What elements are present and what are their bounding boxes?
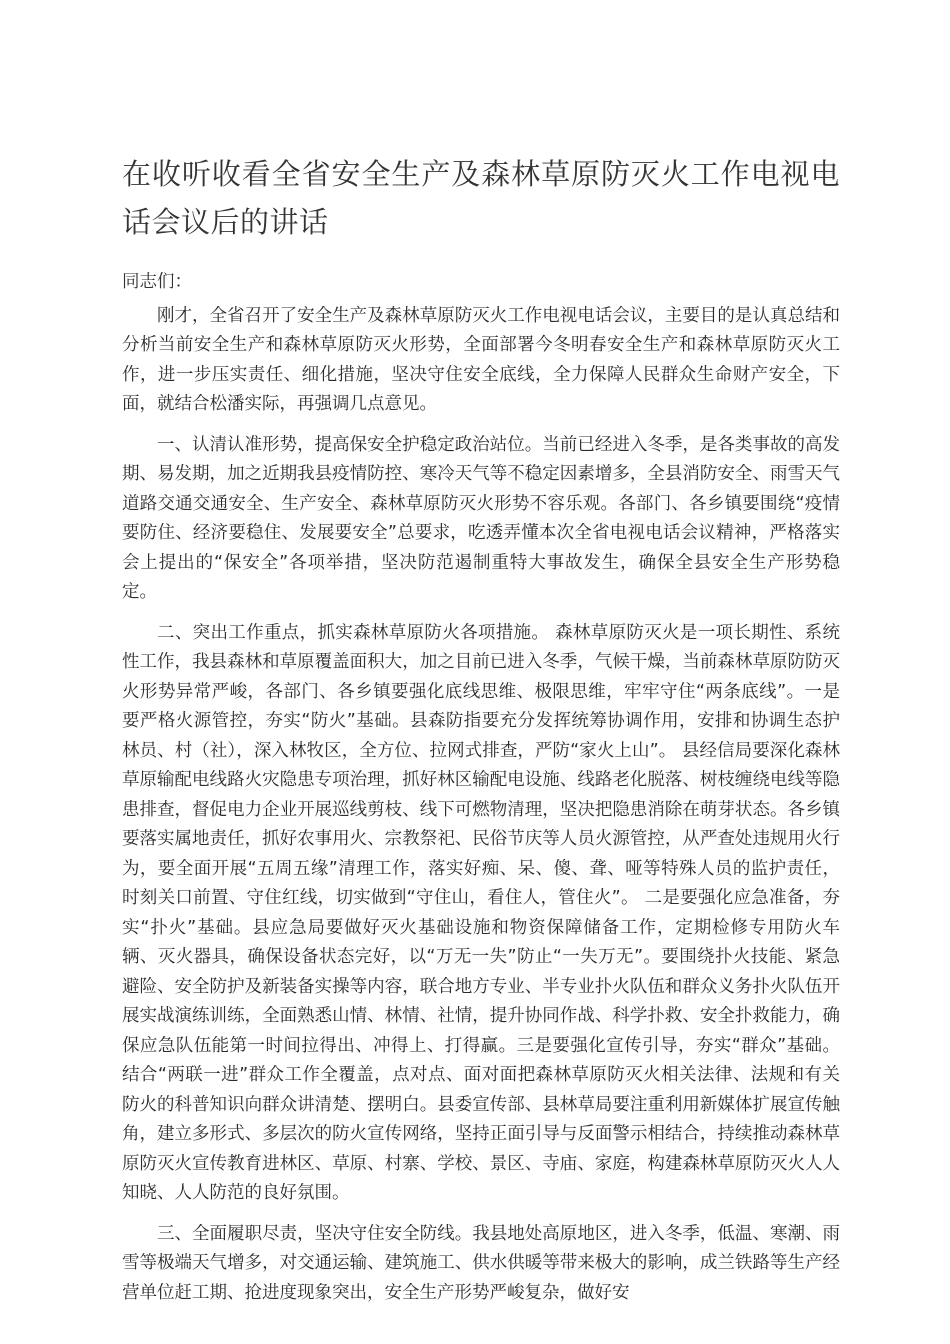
- paragraph-section-2: 二、突出工作重点，抓实森林草原防火各项措施。 森林草原防灭火是一项长期性、系统性工作，我县森林和草原覆盖面积大，加之目前已进入冬季，气候干燥，当前森林草原防防灭火形势异常严峻，各部门、各乡镇要强化底线思维、极限思维，牢牢守住“两条底线”。一是要严格火源管控，夯实“防火”基础。县森防指要充分发挥统筹协调作用，安排和协调生态护林员、村（社），深入林牧区，全方位、拉网式排查，严防“家火上山”。 县经信局要深化森林草原输配电线路火灾隐患专项治理，抓好林区输配电设施、线路老化脱落、树枝缠绕电线等隐患排查，督促电力企业开展巡线剪枝、线下可燃物清理，坚决把隐患消除在萌芽状态。各乡镇要落实属地责任，抓好农事用火、宗教祭祀、民俗节庆等人员火源管控，从严查处违规用火行为，要全面开展“五周五缘”清理工作，落实好痴、呆、傻、聋、哑等特殊人员的监护责任，时刻关口前置、守住红线，切实做到“守住山，看住人，管住火”。 二是要强化应急准备，夯实“扑火”基础。县应急局要做好灭火基础设施和物资保障储备工作，定期检修专用防火车辆、灭火器具，确保设备状态完好，以“万无一失”防止“一失万无”。要围绕扑火技能、紧急避险、安全防护及新装备实操等内容，联合地方专业、半专业扑火队伍和群众义务扑火队伍开展实战演练训练，全面熟悉山情、林情、社情，提升协同作战、科学扑救、安全扑救能力，确保应急队伍能第一时间拉得出、冲得上、打得赢。三是要强化宣传引导，夯实“群众”基础。结合“两联一进”群众工作全覆盖，点对点、面对面把森林草原防灭火相关法律、法规和有关防火的科普知识向群众讲清楚、摆明白。县委宣传部、县林草局要注重利用新媒体扩展宣传触角，建立多形式、多层次的防火宣传网络，坚持正面引导与反面警示相结合，持续推动森林草原防灭火宣传教育进林区、草原、村寨、学校、景区、寺庙、家庭，构建森林草原防灭火人人知晓、人人防范的良好氛围。: [122, 622, 840, 1203]
- paragraph-intro: 刚才，全省召开了安全生产及森林草原防灭火工作电视电话会议，主要目的是认真总结和分析当前安全生产和森林草原防灭火形势，全面部署今冬明春安全生产和森林草原防灭火工作，进一步压实责任、细化措施，坚决守住安全底线，全力保障人民群众生命财产安全，下面，就结合松潘实际，再强调几点意见。: [122, 305, 840, 414]
- paragraph-section-1: 一、认清认准形势，提高保安全护稳定政治站位。当前已经进入冬季，是各类事故的高发期、易发期，加之近期我县疫情防控、寒冷天气等不稳定因素增多，全县消防安全、雨雪天气道路交通交通安全、生产安全、森林草原防灭火形势不容乐观。各部门、各乡镇要围绕“疫情要防住、经济要稳住、发展要安全”总要求，吃透弄懂本次全省电视电话会议精神，严格落实会上提出的“保安全”各项举措，坚决防范遏制重特大事故发生，确保全县安全生产形势稳定。: [122, 434, 840, 602]
- paragraph-section-3: 三、全面履职尽责，坚决守住安全防线。我县地处高原地区，进入冬季，低温、寒潮、雨雪等极端天气增多，对交通运输、建筑施工、供水供暖等带来极大的影响，成兰铁路等生产经营单位赶工期、抢进度现象突出，安全生产形势严峻复杂，做好安: [122, 1223, 840, 1303]
- salutation: 同志们：: [122, 272, 192, 292]
- document-title: 在收听收看全省安全生产及森林草原防灭火工作电视电话会议后的讲话: [122, 157, 840, 239]
- document-page: [122, 150, 840, 1308]
